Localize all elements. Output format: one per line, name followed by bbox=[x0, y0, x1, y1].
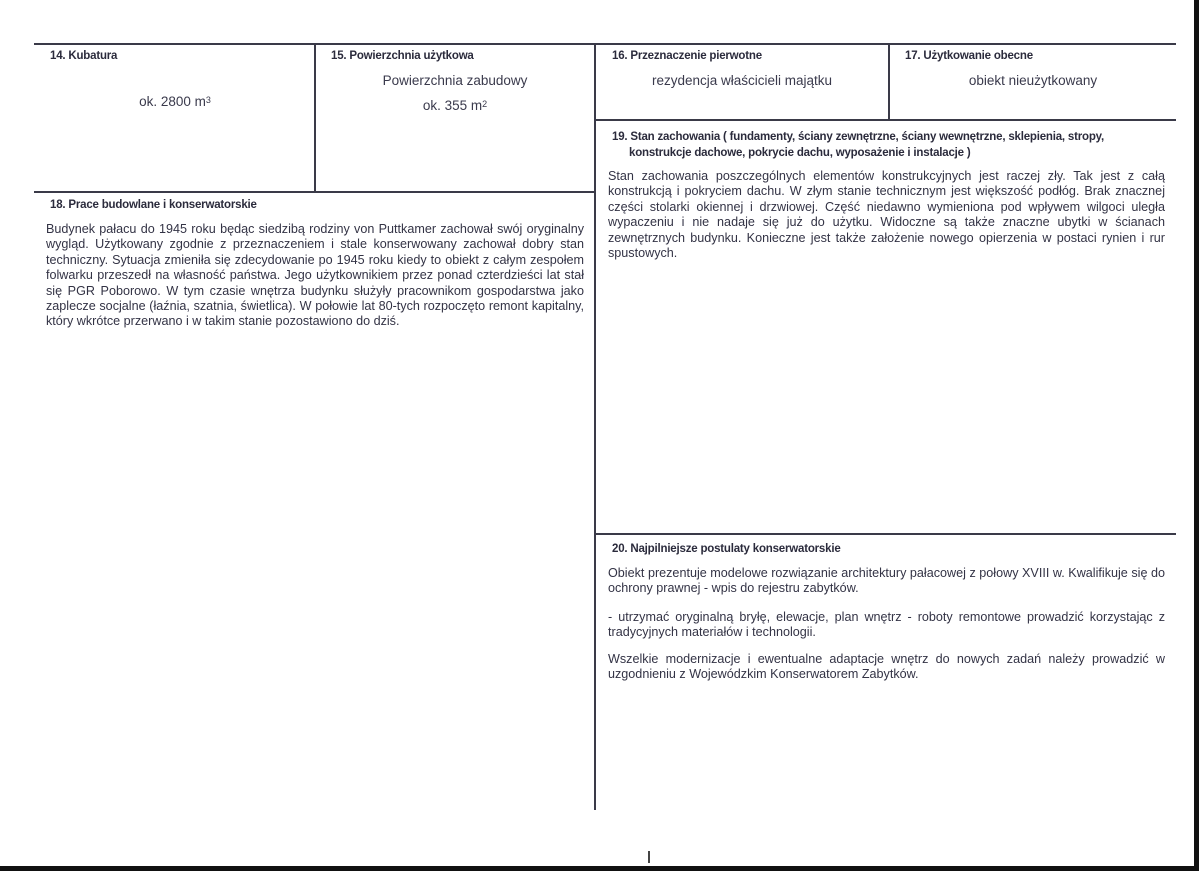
field-14-value-exponent: 3 bbox=[205, 95, 211, 105]
grid-line-under-16-17 bbox=[595, 119, 1176, 121]
field-16-label: 16. Przeznaczenie pierwotne bbox=[612, 50, 762, 62]
field-20-label: 20. Najpilniejsze postulaty konserwatorskie bbox=[612, 543, 841, 555]
grid-line-center bbox=[594, 43, 596, 810]
field-20-paragraph-1: Obiekt prezentuje modelowe rozwiązanie architektury pałacowej z połowy XVIII w. Kwalifikuje się do ochrony prawnej - wpis do rejestru zabytków. bbox=[608, 566, 1165, 596]
scan-border-bottom bbox=[0, 866, 1199, 871]
field-17-label: 17. Użytkowanie obecne bbox=[905, 50, 1033, 62]
field-15-value bbox=[316, 97, 594, 115]
field-19-label-line1: 19. Stan zachowania ( fundamenty, ściany zewnętrzne, ściany wewnętrzne, sklepienia, stropy, bbox=[612, 131, 1105, 143]
field-14-value-text: ok. 2800 m bbox=[139, 94, 206, 109]
grid-line-14-15 bbox=[314, 43, 316, 192]
field-19-text: Stan zachowania poszczególnych elementów konstrukcyjnych jest raczej zły. Tak jest z całą konstrukcją i pokryciem dachu. W złym stanie technicznym jest większość podłóg. Brak znacznej części stolarki okiennej i drzwiowej. Część niedawno wymieniona pod wpływem wilgoci uległa wypaczeniu i nie nadaje się już do użytku. Widoczne są także znaczne ubytki w ścianach zewnętrznych budynku. Konieczne jest także założenie nowego opierzenia w postaci rynien i rur spustowych. bbox=[608, 169, 1165, 261]
field-18-label: 18. Prace budowlane i konserwatorskie bbox=[50, 199, 257, 211]
scan-mark bbox=[648, 851, 650, 863]
scan-border-right bbox=[1194, 0, 1199, 871]
field-14-value bbox=[36, 93, 314, 111]
field-15-value-exponent: 2 bbox=[482, 99, 488, 109]
field-20-paragraph-2: - utrzymać oryginalną bryłę, elewacje, plan wnętrz - roboty remontowe prowadzić korzystając z tradycyjnych materiałów i technologii. bbox=[608, 610, 1165, 640]
field-15-sub-label: Powierzchnia zabudowy bbox=[382, 73, 528, 88]
field-18-text: Budynek pałacu do 1945 roku będąc siedzibą rodziny von Puttkamer zachował swój oryginalny wygląd. Użytkowany zgodnie z przeznaczeniem i stale konserwowany zachował dobry stan techniczny. Sytuacja zmieniła się zdecydowanie po 1945 roku kiedy to obiekt z całym zespołem folwarku przeszedł na własność państwa. Jego użytkownikiem przez ponad czterdzieści lat stał się PGR Poborowo. W tym czasie wnętrza budynku służyły pracownikom gospodarstwa jako zaplecze socjalne (łaźnia, szatnia, świetlica). W połowie lat 80-tych rozpoczęto remont kapitalny, który wkrótce przerwano i w takim stanie pozostawiono do dziś. bbox=[46, 222, 584, 329]
field-15-label: 15. Powierzchnia użytkowa bbox=[331, 50, 474, 62]
field-14-label: 14. Kubatura bbox=[50, 50, 118, 62]
field-16-value: rezydencja właścicieli majątku bbox=[651, 73, 833, 88]
field-15-value-text: ok. 355 m bbox=[422, 98, 483, 113]
grid-top-line bbox=[34, 43, 1176, 45]
grid-line-above-20 bbox=[595, 533, 1176, 535]
field-20-paragraph-3: Wszelkie modernizacje i ewentualne adaptacje wnętrz do nowych zadań należy prowadzić w uzgodnieniu z Wojewódzkim Konserwatorem Zabytków. bbox=[608, 652, 1165, 682]
field-17-value: obiekt nieużytkowany bbox=[968, 73, 1098, 88]
field-19-label-line2: konstrukcje dachowe, pokrycie dachu, wyposażenie i instalacje ) bbox=[629, 147, 971, 159]
